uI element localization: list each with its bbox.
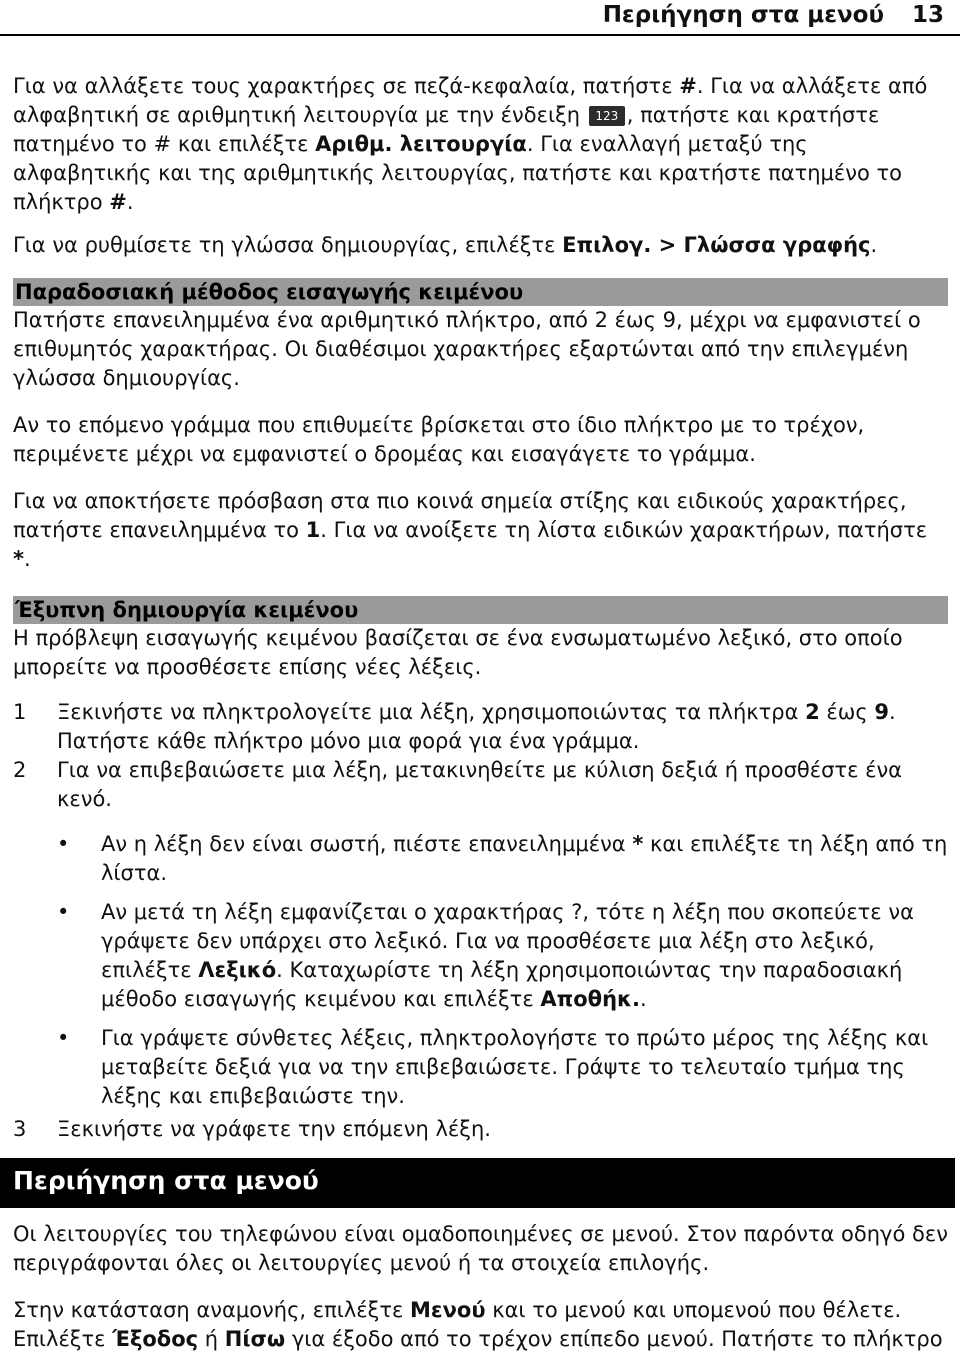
step-text: Ξεκινήστε να γράφετε την επόμενη λέξη. xyxy=(57,1117,491,1141)
key-star: * xyxy=(13,547,24,571)
text-run: Για να αποκτήσετε πρόσβαση στα πιο κοινά σημεία στίξης και ειδικούς χαρακτήρες, πατήστε επανειλημμένα το xyxy=(13,489,907,542)
text-run: για έξοδο από το τρέχον επίπεδο μενού. Πατήστε το πλήκτρο xyxy=(285,1327,943,1351)
option-back: Πίσω xyxy=(224,1327,286,1351)
list-item xyxy=(57,898,948,1014)
option-exit: Έξοδος xyxy=(112,1327,199,1351)
step-text: Για να επιβεβαιώσετε μια λέξη, μετακινηθείτε με κύλιση δεξιά ή προσθέστε ένα κενό. xyxy=(57,758,903,811)
bullet-text xyxy=(101,830,948,888)
key-hash: # xyxy=(679,74,697,98)
menus-paragraph-2 xyxy=(13,1296,948,1354)
list-item xyxy=(57,1024,948,1111)
step-number: 3 xyxy=(13,1117,27,1141)
intro-paragraph-2 xyxy=(13,231,948,260)
traditional-paragraph-1: Πατήστε επανειλημμένα ένα αριθμητικό πλήκτρο, από 2 έως 9, μέχρι να εμφανιστεί ο επιθυμητός χαρακτήρας. Οι διαθέσιμοι χαρακτήρες εξαρτώνται από την επιλεγμένη γλώσσα δημιουργίας. xyxy=(13,308,921,390)
text-run: Αν η λέξη δεν είναι σωστή, πιέστε επανειλημμένα xyxy=(101,832,633,856)
traditional-paragraph-2: Αν το επόμενο γράμμα που επιθυμείτε βρίσκεται στο ίδιο πλήκτρο με το τρέχον, περιμένετε μέχρι να εμφανιστεί ο δρομέας και εισαγάγετε το γράμμα. xyxy=(13,413,865,466)
menus-paragraph-1: Οι λειτουργίες του τηλεφώνου είναι ομαδοποιημένες σε μενού. Στον παρόντα οδηγό δεν περιγράφονται όλες οι λειτουργίες μενού ή τα στοιχεία επιλογής. xyxy=(13,1222,948,1275)
list-item xyxy=(13,1115,948,1144)
intro-paragraph-1 xyxy=(13,72,948,217)
list-item xyxy=(13,698,948,756)
text-run: . Για να αλλάξετε από αλφαβητική σε αριθμητική λειτουργία με την ένδειξη xyxy=(13,74,928,127)
bullet-icon: • xyxy=(57,1026,70,1050)
list-item xyxy=(57,830,948,888)
text-run: . xyxy=(639,987,647,1011)
list-item xyxy=(13,756,948,814)
page-header xyxy=(0,0,960,36)
text-run: Για να αλλάξετε τους χαρακτήρες σε πεζά-κεφαλαία, πατήστε xyxy=(13,74,680,98)
bullet-text xyxy=(101,898,948,1014)
traditional-paragraph-3 xyxy=(13,487,948,574)
option-writing-language: Επιλογ. > Γλώσσα γραφής xyxy=(562,233,871,257)
steps-list xyxy=(13,698,948,814)
option-dictionary: Λεξικό xyxy=(198,958,277,982)
numeric-mode-icon: 123 xyxy=(589,106,625,126)
main-content xyxy=(13,72,948,1144)
bullet-text: Για γράψετε σύνθετες λέξεις, πληκτρολογήστε το πρώτο μέρος της λέξης και μεταβείτε δεξιά για να την επιβεβαιώσετε. Γράψτε το τελευταίο τμήμα της λέξης και επιβεβαιώστε την. xyxy=(101,1026,929,1108)
bullet-icon: • xyxy=(57,832,70,856)
smart-input-heading: Έξυπνη δημιουργία κειμένου xyxy=(13,596,948,624)
menus-content xyxy=(13,1220,948,1354)
option-numeric-mode: Αριθμ. λειτουργία xyxy=(315,132,527,156)
text-run: έως xyxy=(819,700,875,724)
traditional-input-heading: Παραδοσιακή μέθοδος εισαγωγής κειμένου xyxy=(13,278,948,306)
text-run: . Για εναλλαγή μεταξύ της αλφαβητικής και της αριθμητικής λειτουργίας, πατήστε και κρατήστε πατημένο το πλήκτρο xyxy=(13,132,903,214)
text-run: Αν μετά τη λέξη εμφανίζεται ο χαρακτήρας ?, τότε η λέξη που σκοπεύετε να γράψετε δεν υπάρχει στο λεξικό. Για να προσθέσετε μια λέξη στο λεξικό, επιλέξτε xyxy=(101,900,914,982)
text-run: και επιλέξτε τη λέξη από τη λίστα. xyxy=(101,832,948,885)
key-star: * xyxy=(632,832,644,856)
key-one: 1 xyxy=(305,518,321,542)
header-title: Περιήγηση στα μενού xyxy=(602,2,884,28)
key-two: 2 xyxy=(805,700,820,724)
key-hash: # xyxy=(109,190,127,214)
step-number: 1 xyxy=(13,700,27,724)
menus-heading-text: Περιήγηση στα μενού xyxy=(13,1166,319,1195)
bullet-list xyxy=(13,830,948,1111)
text-run: και το μενού και υπομενού που θέλετε. Επιλέξτε xyxy=(13,1298,902,1351)
step-text xyxy=(57,698,948,756)
smart-paragraph-1: Η πρόβλεψη εισαγωγής κειμένου βασίζεται σε ένα ενσωματωμένο λεξικό, στο οποίο μπορείτε να προσθέσετε επίσης νέες λέξεις. xyxy=(13,626,903,679)
text-run: Για να ρυθμίσετε τη γλώσσα δημιουργίας, επιλέξτε xyxy=(13,233,563,257)
text-run: . Καταχωρίστε τη λέξη χρησιμοποιώντας την παραδοσιακή μέθοδο εισαγωγής κειμένου και επιλέξτε xyxy=(101,958,903,1011)
text-run: Στην κατάσταση αναμονής, επιλέξτε xyxy=(13,1298,411,1322)
option-save: Αποθήκ. xyxy=(540,987,640,1011)
text-run: . xyxy=(23,547,31,571)
key-nine: 9 xyxy=(874,700,889,724)
menus-section-heading xyxy=(0,1158,955,1208)
text-run: . Για να ανοίξετε τη λίστα ειδικών χαρακτήρων, πατήστε xyxy=(320,518,928,542)
text-run: . xyxy=(870,233,878,257)
text-run: Ξεκινήστε να πληκτρολογείτε μια λέξη, χρησιμοποιώντας τα πλήκτρα xyxy=(57,700,806,724)
option-menu: Μενού xyxy=(410,1298,486,1322)
text-run: ή xyxy=(198,1327,225,1351)
step-number: 2 xyxy=(13,758,27,782)
bullet-icon: • xyxy=(57,900,70,924)
text-run: . xyxy=(126,190,134,214)
text-run: , πατήστε και κρατήστε πατημένο το # και επιλέξτε xyxy=(13,103,880,156)
page-number: 13 xyxy=(911,2,944,28)
text-run: . Πατήστε κάθε πλήκτρο μόνο μια φορά για ένα γράμμα. xyxy=(57,700,896,753)
